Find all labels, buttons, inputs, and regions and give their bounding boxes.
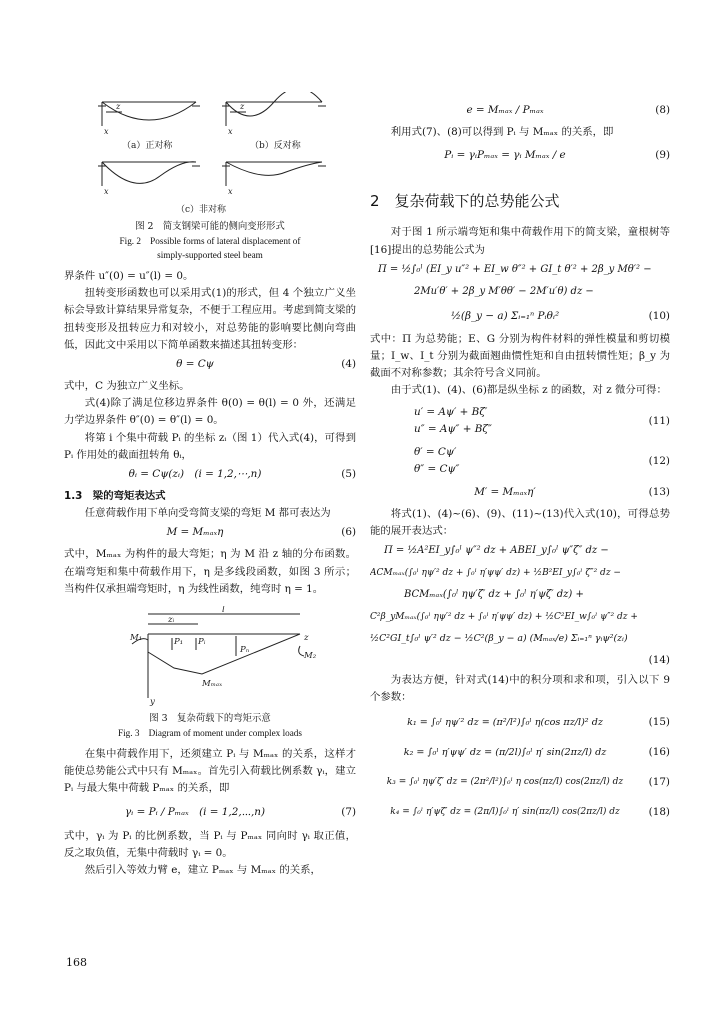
svg-text:（b）反对称: （b）反对称 (250, 141, 301, 151)
paragraph: 式中，Mₘₐₓ 为构件的最大弯矩；η 为 M 沿 z 轴的分布函数。在端弯矩和集中荷载作用下，η 是多线段函数，如图 3 所示；当构件仅承担端弯矩时，η 为线性函数，纯弯时 η = 1。 (64, 548, 356, 595)
section-heading: 1.3 梁的弯矩表达式 (64, 490, 166, 503)
equation-8: e = Mₘₐₓ / Pₘₐₓ (8) (466, 104, 670, 116)
paragraph: 式中，γᵢ 为 Pᵢ 的比例系数，当 Pᵢ 与 Pₘₐₓ 同向时 γᵢ 取正值，反之取负值，无集中荷载时 γᵢ = 0。 (64, 829, 356, 859)
paragraph: 利用式(7)、(8)可以得到 Pᵢ 与 Mₘₐₓ 的关系，即 (390, 126, 614, 138)
paragraph: 由于式(1)、(4)、(6)都是纵坐标 z 的函数，对 z 微分可得： (390, 384, 667, 397)
figure-3-diagram (64, 606, 356, 712)
equation-11: u′ = Aψ′ + Bζ′ u″ = Aψ″ + Bζ″ (11) (414, 405, 670, 435)
equation-14-line: ½C²GI_t∫₀ˡ ψ′² dz − ½C²(β_y − a) (Mₘₐₓ/e) Σᵢ₌₁ⁿ γᵢψ²(zᵢ) (370, 633, 628, 645)
figure-2-caption-en-2: simply-supported steel beam (157, 250, 263, 260)
svg-text:M₂: M₂ (304, 651, 317, 662)
figure-3-caption-en: Fig. 3 Diagram of moment under complex loads (118, 728, 302, 739)
equation-10: ½(β_y − a) Σᵢ₌₁ⁿ Pᵢθᵢ² (10) (450, 309, 670, 322)
svg-text:zᵢ: zᵢ (168, 615, 175, 626)
svg-text:l: l (222, 606, 225, 616)
equation-14-line: BCMₘₐₓ(∫₀ˡ ηψ′ζ′ dz + ∫₀ˡ η′ψζ′ dz) + (404, 589, 584, 601)
paragraph: 式(4)除了满足位移边界条件 θ(0) = θ(l) = 0 外，还满足力学边界条件 θ″(0) = θ″(l) = 0。 (64, 397, 356, 427)
equation-7: γᵢ = Pᵢ / Pₘₐₓ (i = 1,2,⋯,n) (7) (124, 805, 356, 818)
page-number: 168 (66, 956, 87, 969)
svg-text:Pₙ: Pₙ (240, 645, 250, 656)
equation-10-line: 2Mu′θ′ + 2β_y M′θθ′ − 2M′u′θ) dz − (414, 285, 594, 297)
svg-text:y: y (150, 697, 155, 708)
figure-2-diagram (64, 92, 356, 220)
figure-2-caption: 图 2 简支钢梁可能的侧向变形形式 (135, 221, 285, 232)
equation-14-line: Π = ½A²EI_y∫₀ˡ ψ″² dz + ABEI_y∫₀ˡ ψ″ζ″ dz − (384, 545, 609, 557)
paragraph: 为表达方便，针对式(14)中的积分项和求和项，引入以下 9 个参数： (370, 674, 670, 704)
equation-9: Pᵢ = γᵢPₘₐₓ = γᵢ Mₘₐₓ / e (9) (444, 149, 670, 162)
paragraph: 扭转变形函数也可以采用式(1)的形式，但 4 个独立广义坐标会导致计算结果异常复杂，不便于工程应用。考虑到简支梁的扭转变形及扭转应力和对较小，对总势能的影响要比侧向弯曲低，因此文中采用以下简单函数来描述其扭转变形： (64, 287, 356, 351)
section-title: 2 复杂荷载下的总势能公式 (370, 192, 560, 211)
svg-text:z: z (240, 102, 245, 111)
svg-text:z: z (304, 633, 309, 644)
equation-14-number: (14) (648, 654, 670, 667)
paragraph: 将式(1)、(4)~(6)、(9)、(11)~(13)代入式(10)，可得总势能的展开表达式： (370, 507, 670, 537)
svg-text:x: x (104, 127, 109, 136)
svg-text:P₁: P₁ (174, 637, 184, 648)
svg-text:x: x (104, 187, 109, 196)
figure-3-caption: 图 3 复杂荷载下的弯矩示意 (149, 713, 271, 725)
equation-4: θ = Cψ (4) (176, 358, 356, 371)
right-column (370, 96, 670, 828)
paragraph: 式中：Π 为总势能；E、G 分别为构件材料的弹性模量和剪切模量；I_w、I_t 分别为截面翘曲惯性矩和自由扭转惯性矩；β_y 为截面不对称参数；其余符号含义同前。 (370, 332, 670, 380)
svg-text:（a）正对称: （a）正对称 (122, 141, 173, 151)
paragraph: 将第 i 个集中荷载 Pᵢ 的坐标 zᵢ（图 1）代入式(4)，可得到 Pᵢ 作用处的截面扭转角 θᵢ， (64, 431, 356, 461)
svg-text:M₁: M₁ (130, 633, 143, 644)
equation-12: θ′ = Cψ′ θ″ = Cψ″ (12) (414, 445, 670, 475)
equation-17: k₃ = ∫₀ˡ ηψ′ζ′ dz = (2π²/l²)∫₀ˡ η cos(πz/l) cos(2πz/l) dz (17) (386, 776, 670, 789)
paragraph: 式中，C 为独立广义坐标。 (64, 380, 190, 393)
equation-6: M = Mₘₐₓη (6) (166, 526, 356, 539)
svg-text:z: z (116, 102, 121, 111)
figure-2-caption-en: Fig. 2 Possible forms of lateral displacement of (119, 236, 301, 246)
equation-10-line: Π = ½∫₀ˡ (EI_y u″² + EI_w θ″² + GI_t θ′² + 2β_y Mθ′² − (378, 263, 652, 275)
equation-5: θᵢ = Cψ(zᵢ) (i = 1,2,⋯,n) (5) (128, 468, 356, 481)
paragraph: 对于图 1 所示端弯矩和集中荷载作用下的简支梁，童根树等[16]提出的总势能公式为 (370, 226, 670, 256)
equation-18: k₄ = ∫₀ˡ η′ψζ′ dz = (2π/l)∫₀ˡ η′ sin(πz/l) cos(2πz/l) dz (18) (390, 806, 670, 819)
paragraph: 在集中荷载作用下，还须建立 Pᵢ 与 Mₘₐₓ 的关系，这样才能使总势能公式中只有 Mₘₐₓ。首先引入荷载比例系数 γᵢ，建立 Pᵢ 与最大集中荷载 Pₘₐₓ 的关系，即 (64, 748, 356, 795)
svg-text:Mₘₐₓ: Mₘₐₓ (202, 679, 223, 690)
equation-16: k₂ = ∫₀ˡ η′ψψ′ dz = (π/2l)∫₀ˡ η′ sin(2πz/l) dz (16) (403, 746, 670, 759)
equation-15: k₁ = ∫₀ˡ ηψ′² dz = (π²/l²)∫₀ˡ η(cos πz/l)² dz (15) (407, 716, 670, 729)
equation-13: M′ = Mₘₐₓη′ (13) (474, 485, 670, 498)
svg-text:x: x (228, 127, 233, 136)
svg-text:（c）非对称: （c）非对称 (176, 205, 227, 215)
svg-text:x: x (228, 187, 233, 196)
paragraph: 任意荷载作用下单向受弯简支梁的弯矩 M 都可表达为 (84, 507, 331, 520)
equation-14-line: ACMₘₐₓ(∫₀ˡ ηψ′² dz + ∫₀ˡ η′ψψ′ dz) + ½B²EI_y∫₀ˡ ζ″² dz − (370, 568, 621, 579)
equation-14-line: C²β_yMₘₐₓ(∫₀ˡ ηψ′² dz + ∫₀ˡ η′ψψ′ dz) + ½C²EI_w∫₀ˡ ψ″² dz + (370, 612, 638, 623)
left-column (64, 92, 356, 879)
paragraph: 界条件 u″(0) = u″(l) = 0。 (64, 270, 194, 282)
svg-text:Pᵢ: Pᵢ (198, 637, 206, 648)
paragraph: 然后引入等效力臂 e，建立 Pₘₐₓ 与 Mₘₐₓ 的关系， (84, 864, 321, 877)
